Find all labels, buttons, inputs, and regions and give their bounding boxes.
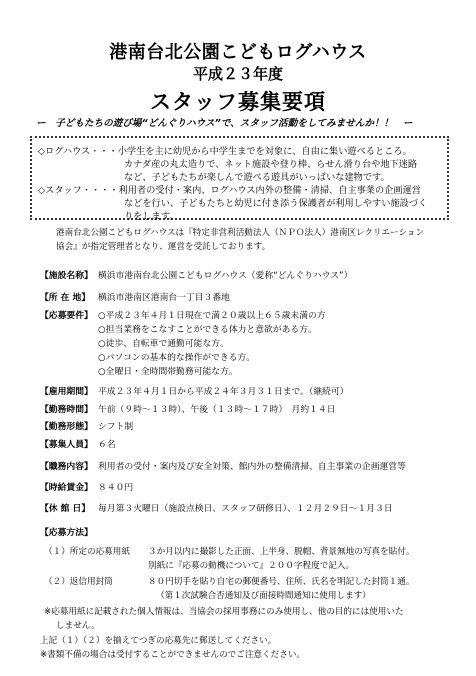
duties-row bbox=[40, 459, 406, 472]
fiscal-year: 平成２３年度 bbox=[192, 65, 283, 83]
requirements-label: 【応募要件】 bbox=[40, 311, 93, 321]
duties-value: 利用者の受付・案内及び安全対策、館内外の整備清掃、自主事業の企画運営等 bbox=[98, 462, 406, 472]
holiday-label: 【休 館 日】 bbox=[40, 504, 91, 514]
application-item2-text2: （第１次試験合否通知及び面接時間通知に使用します） bbox=[156, 591, 371, 601]
form-value: シフト制 bbox=[98, 422, 134, 432]
form-row bbox=[40, 419, 133, 432]
send-note: 上記（１）（２）を揃えてつぎの応募先に郵送してください。 bbox=[40, 636, 277, 646]
requirement-item: ○全曜日・全時間帯勤務可能な方。 bbox=[98, 367, 238, 377]
period-value: 平成２３年４月１日から平成２４年３月３１日まで。（継続可） bbox=[98, 387, 349, 397]
facility-value: 横浜市港南台北公園こどもログハウス（愛称“どんぐりハウス”） bbox=[98, 271, 353, 281]
application-item1-text2: 別紙に『応募の動機について』２００字程度で記入。 bbox=[148, 561, 355, 571]
hours-value: 午前（９時～１３時）、午後（１３時～１７時） 月約１４日 bbox=[98, 405, 336, 415]
count-label: 【募集人員】 bbox=[40, 440, 93, 450]
page-title: スタッフ募集要項 bbox=[150, 90, 326, 114]
duties-label: 【職務内容】 bbox=[40, 462, 93, 472]
form-label: 【勤務形態】 bbox=[40, 422, 93, 432]
count-value: ６名 bbox=[98, 440, 116, 450]
period-row bbox=[40, 384, 349, 397]
application-heading: 【応募方法】 bbox=[40, 528, 93, 538]
incomplete-note: ※書類不備の場合は受付することができませんのでご注意ください。 bbox=[40, 650, 306, 660]
application-item2-label: （２）返信用封筒 bbox=[44, 577, 113, 587]
wage-label: 【時給賃金】 bbox=[40, 483, 93, 493]
application-item1-text: ３か月以内に撮影した正面、上半身、脱帽、背景無地の写真を貼付。 bbox=[148, 547, 415, 557]
facility-label: 【施設名称】 bbox=[40, 271, 93, 281]
location-row bbox=[40, 290, 230, 303]
hours-label: 【勤務時間】 bbox=[40, 405, 93, 415]
count-row bbox=[40, 437, 116, 450]
subtitle: ー 子どもたちの遊び場“どんぐりハウス”で、スタッフ活動をしてみませんか！！ ー bbox=[36, 118, 413, 129]
requirement-item: ○平成２３年４月１日現在で満２０歳以上６５歳未満の方 bbox=[98, 311, 326, 321]
holiday-value: 毎月第３火曜日（施設点検日、スタッフ研修日）、１２月２９日～１月３日 bbox=[98, 504, 393, 514]
hours-row bbox=[40, 402, 336, 415]
requirements-row bbox=[40, 308, 326, 321]
privacy-note-cont: しません。 bbox=[56, 621, 100, 631]
period-label: 【雇用期間】 bbox=[40, 387, 93, 397]
application-item1-label: （１）所定の応募用紙 bbox=[44, 547, 130, 557]
privacy-note: ※応募用紙に記載された個人情報は、当協会の採用事務にのみ使用し、他の目的には使用いた bbox=[44, 607, 404, 617]
application-item2-text: ８０円切手を貼り自宅の郵便番号、住所、氏名を明記した封筒１通。 bbox=[148, 577, 415, 587]
facility-row bbox=[40, 268, 352, 281]
wage-row bbox=[40, 480, 133, 493]
requirement-item: ○徒歩、自転車で通勤可能な方。 bbox=[98, 339, 229, 349]
wage-value: ８４０円 bbox=[98, 483, 134, 493]
location-label: 【所 在 地】 bbox=[40, 293, 91, 303]
intro-line: 港南台北公園こどもログハウスは『特定非営利活動法人（ＮＰＯ法人）港南区レクリエーション bbox=[56, 228, 425, 238]
box-line: などを行い、子どもたちと幼児に付き添う保護者が利用しやすい施設づく bbox=[124, 198, 428, 209]
requirement-item: ○担当業務をこなすことができる体力と意欲がある方。 bbox=[98, 325, 317, 335]
location-value: 横浜市港南区港南台一丁目３番地 bbox=[98, 293, 230, 303]
holiday-row bbox=[40, 501, 393, 514]
box-line: など、子どもたちが楽しんで遊べる遊具がいっぱいな建物です。 bbox=[124, 172, 390, 183]
requirement-item: ○パソコンの基本的な操作ができる方。 bbox=[98, 353, 256, 363]
facility-title: 港南台北公園こどもログハウス bbox=[109, 42, 367, 63]
box-line: りをします。 bbox=[124, 211, 179, 222]
box-line: ◇ログハウス・・・小学生を主に幼児から中学生までを対象に、自由に集い遊べるところ。 bbox=[38, 146, 412, 157]
box-line: ◇スタッフ・・・・利用者の受付・案内、ログハウス内外の整備・清掃、自主事業の企画運営 bbox=[38, 185, 421, 196]
intro-line: 協会』が指定管理者となり、運営を受託しております。 bbox=[56, 242, 271, 252]
box-line: カナダ産の丸太造りで、ネット施設や登り棒、らせん滑り台や地下迷路 bbox=[124, 159, 418, 170]
